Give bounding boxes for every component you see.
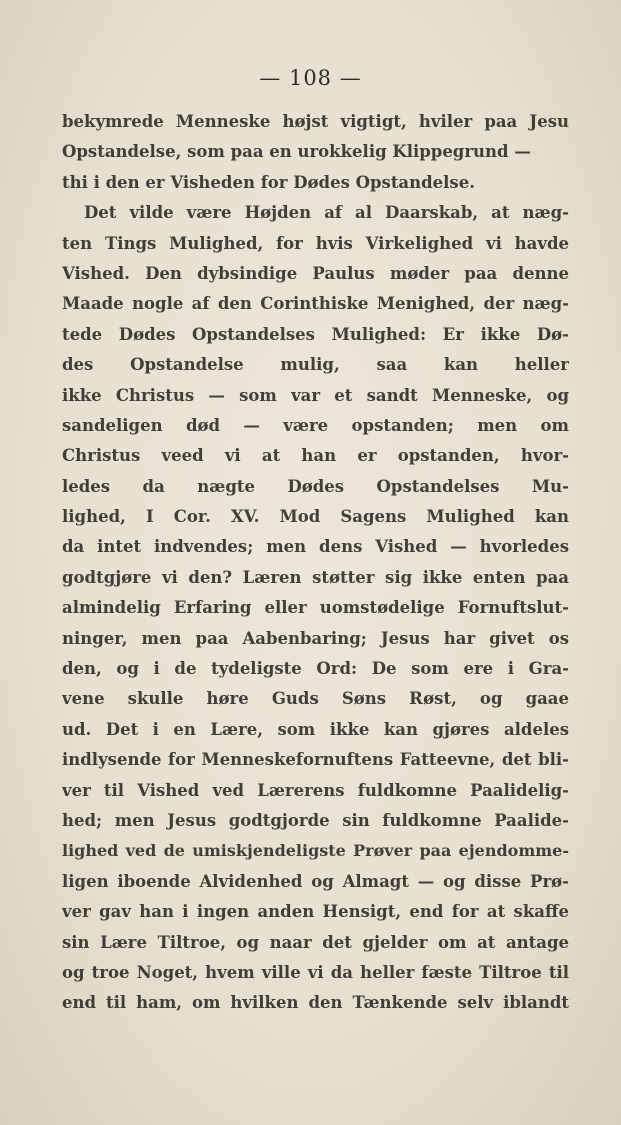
- text-line: ledes da nægte Dødes Opstandelses Mu-: [62, 476, 569, 496]
- page-number: — 108 —: [259, 66, 362, 90]
- text-line: bekymrede Menneske højst vigtigt, hviler paa Jesu: [62, 112, 569, 131]
- text-line: Det vilde være Højden af al Daarskab, at næg-: [84, 203, 569, 223]
- text-line: des Opstandelse mulig, saa kan heller: [62, 355, 569, 375]
- text-line: ver gav han i ingen anden Hensigt, end for at skaffe: [62, 902, 569, 922]
- body-text: [62, 107, 569, 1019]
- text-line: den, og i de tydeligste Ord: De som ere i Gra-: [62, 659, 569, 679]
- text-line: lighed, I Cor. XV. Mod Sagens Mulighed kan: [62, 507, 569, 527]
- text-line: Maade nogle af den Corinthiske Menighed, der næg-: [62, 294, 569, 314]
- text-line: Opstandelse, som paa en urokkelig Klippegrund —: [62, 142, 531, 162]
- text-line: tede Dødes Opstandelses Mulighed: Er ikke Dø-: [62, 324, 569, 344]
- text-line: sandeligen død — være opstanden; men om: [62, 415, 569, 435]
- text-line: ikke Christus — som var et sandt Menneske, og: [62, 385, 569, 405]
- text-line: sin Lære Tiltroe, og naar det gjelder om at antage: [62, 932, 569, 952]
- text-line: lighed ved de umiskjendeligste Prøver paa ejendomme-: [62, 841, 569, 861]
- text-line: da intet indvendes; men dens Vished — hvorledes: [62, 537, 569, 557]
- text-line: ten Tings Mulighed, for hvis Virkelighed vi havde: [62, 233, 569, 253]
- text-line: end til ham, om hvilken den Tænkende selv iblandt: [62, 993, 569, 1013]
- text-line: vene skulle høre Guds Søns Røst, og gaae: [62, 689, 569, 709]
- text-line: ver til Vished ved Lærerens fuldkomne Paalidelig-: [62, 780, 569, 800]
- text-line: hed; men Jesus godtgjorde sin fuldkomne Paalide-: [62, 810, 569, 830]
- text-line: Christus veed vi at han er opstanden, hvor-: [62, 446, 569, 466]
- text-line: ud. Det i en Lære, som ikke kan gjøres aldeles: [62, 719, 569, 739]
- text-line: ligen iboende Alvidenhed og Almagt — og disse Prø-: [62, 871, 569, 891]
- text-line: indlysende for Menneskefornuftens Fatteevne, det bli-: [62, 750, 569, 770]
- text-line: ninger, men paa Aabenbaring; Jesus har givet os: [62, 628, 569, 648]
- text-line: thi i den er Visheden for Dødes Opstandelse.: [62, 172, 475, 192]
- text-line: og troe Noget, hvem ville vi da heller fæste Tiltroe til: [62, 962, 569, 982]
- text-line: godtgjøre vi den? Læren støtter sig ikke enten paa: [62, 567, 569, 587]
- text-line: almindelig Erfaring eller uomstødelige Fornuftslut-: [62, 598, 569, 618]
- text-line: Vished. Den dybsindige Paulus møder paa denne: [62, 263, 569, 283]
